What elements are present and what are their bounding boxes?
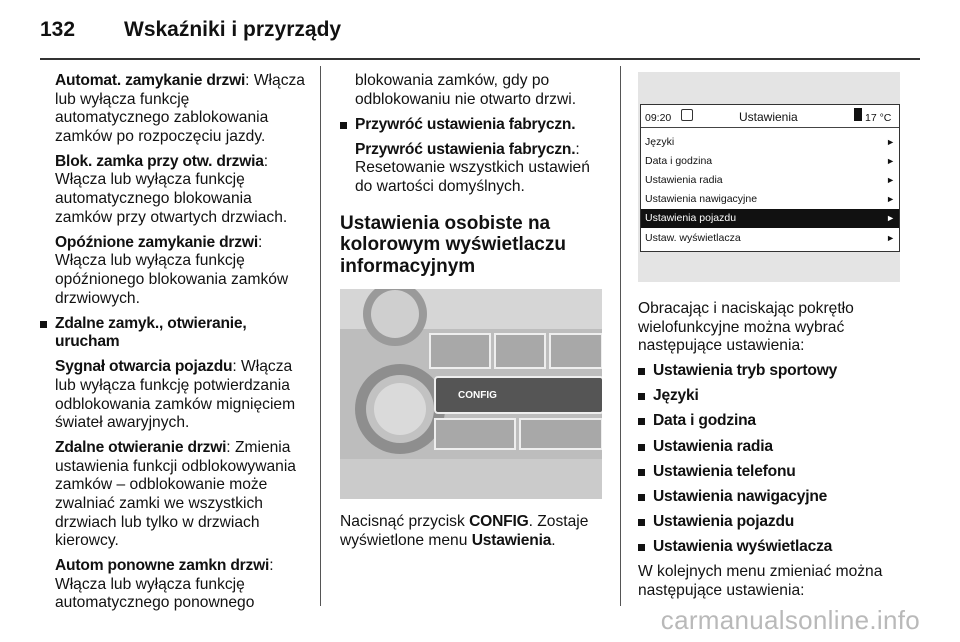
settings-screen-image [638, 72, 900, 282]
text: : Resetowanie wszystkich ustawień do wartości domyślnych. [355, 140, 590, 195]
text: : Zmienia ustawienia funkcji odblokowywania zamków – odblokowanie może zwalniać zamki we wszystkich drzwiach lub tylko w drzwiach kierowcy. [55, 439, 296, 550]
bullet-term: Przywróć ustawienia fabryczn. [355, 115, 576, 133]
term: Automat. zamykanie drzwi [55, 72, 246, 89]
column-1 [40, 72, 308, 620]
column-divider-1 [320, 66, 321, 606]
bullet-item [638, 538, 920, 557]
paragraph [340, 141, 605, 197]
paragraph [40, 439, 308, 551]
term: Autom ponowne zamkn drzwi [55, 557, 270, 575]
arrow-right-icon: ► [886, 194, 895, 204]
term: Opóźnione zamykanie drzwi [55, 233, 258, 251]
menu-item-label: Języki [645, 136, 675, 148]
bullet-item [638, 463, 920, 482]
bullet-item [638, 513, 920, 532]
menu-item [641, 171, 899, 190]
page-header [40, 18, 920, 48]
bullet-item [638, 387, 920, 406]
bullet-square-icon [638, 444, 645, 451]
paragraph [40, 234, 308, 308]
bullet-item [638, 412, 920, 431]
paragraph [40, 72, 308, 146]
bullet-term: Języki [653, 387, 699, 405]
clock-icon [681, 109, 693, 121]
bullet-item [638, 488, 920, 507]
phone-icon [854, 108, 862, 121]
bullet-term: Ustawienia nawigacyjne [653, 487, 828, 505]
display-title: Ustawienia [739, 110, 798, 124]
term: Przywróć ustawienia fabryczn. [355, 140, 576, 158]
term: CONFIG [469, 513, 529, 531]
bullet-term: Data i godzina [653, 412, 756, 430]
menu-item-label: Data i godzina [645, 155, 713, 167]
term: Sygnał otwarcia pojazdu [55, 358, 233, 376]
page-title: Wskaźniki i przyrządy [124, 18, 342, 41]
paragraph: blokowania zamków, gdy po odblokowaniu nie otwarto drzwi. [355, 72, 577, 108]
arrow-right-icon: ► [886, 156, 895, 166]
menu-item [641, 133, 899, 152]
bullet-square-icon [638, 519, 645, 526]
page-number: 132 [40, 18, 76, 41]
text: : Włącza lub wyłącza funkcję automatycznego zablokowania zamków po rozpoczęciu jazdy. [55, 72, 305, 145]
term: Ustawienia [471, 531, 552, 549]
bullet-item [340, 116, 605, 135]
section-title: Ustawienia osobiste na kolorowym wyświetlaczu informacyjnym [340, 212, 566, 277]
display-temperature: 17 °C [865, 112, 892, 124]
bullet-square-icon [40, 321, 47, 328]
arrow-right-icon: ► [886, 213, 895, 223]
text: : Włącza lub wyłącza funkcję opóźnionego blokowania zamków drzwiowych. [55, 233, 289, 307]
bullet-square-icon [638, 469, 645, 476]
paragraph [40, 153, 308, 227]
column-3 [638, 72, 920, 607]
arrow-right-icon: ► [886, 233, 895, 243]
menu-item [641, 152, 899, 171]
term: Zdalne otwieranie drzwi [55, 439, 227, 457]
column-divider-2 [620, 66, 621, 606]
arrow-right-icon: ► [886, 137, 895, 147]
bullet-square-icon [638, 494, 645, 501]
bullet-square-icon [638, 544, 645, 551]
header-divider [40, 58, 920, 60]
paragraph: Obracając i naciskając pokrętło wielofunkcyjne można wybrać następujące ustawienia: [638, 300, 854, 355]
column-2 [340, 72, 605, 557]
config-button-photo [340, 289, 602, 499]
menu-item [641, 190, 899, 209]
bullet-term: Zdalne zamyk., otwieranie, urucham [55, 314, 247, 351]
menu-item-label: Ustawienia radia [645, 174, 723, 186]
bullet-square-icon [638, 368, 645, 375]
bullet-item [638, 362, 920, 381]
paragraph [340, 513, 605, 550]
paragraph [40, 557, 308, 613]
bullet-term: Ustawienia pojazdu [653, 512, 795, 530]
arrow-right-icon: ► [886, 175, 895, 185]
term: Blok. zamka przy otw. drzwia [55, 152, 264, 170]
text: Nacisnąć przycisk [340, 513, 470, 531]
watermark: carmanualsonline.info [660, 605, 920, 635]
bullet-square-icon [638, 418, 645, 425]
text: : Włącza lub wyłącza funkcję potwierdzania odblokowania zamków mignięciem świateł awaryjnych. [55, 358, 296, 432]
menu-item-selected [641, 209, 899, 228]
menu-item [641, 229, 899, 248]
bullet-term: Ustawienia radia [653, 437, 773, 455]
config-button-label: CONFIG [458, 390, 497, 402]
display-status-bar [641, 105, 899, 128]
paragraph: W kolejnych menu zmieniać można następujące ustawienia: [638, 563, 883, 599]
menu-item-label: Ustawienia nawigacyjne [645, 193, 758, 205]
bullet-item [40, 315, 308, 352]
paragraph [40, 358, 308, 432]
display-time: 09:20 [645, 112, 672, 124]
text: . Zostaje wyświetlone menu [340, 513, 589, 549]
bullet-term: Ustawienia telefonu [653, 462, 796, 480]
text: : Włącza lub wyłącza funkcję automatycznego blokowania zamków przy otwartych drzwiach. [55, 152, 288, 226]
text: : Włącza lub wyłącza funkcję automatycznego ponownego [55, 557, 274, 612]
menu-item-label: Ustaw. wyświetlacza [645, 232, 741, 244]
bullet-item [638, 438, 920, 457]
text: . [551, 531, 556, 549]
bullet-square-icon [340, 122, 347, 129]
bullet-term: Ustawienia wyświetlacza [653, 537, 833, 555]
bullet-square-icon [638, 393, 645, 400]
bullet-term: Ustawienia tryb sportowy [653, 362, 838, 380]
display-frame [640, 104, 900, 252]
menu-item-label: Ustawienia pojazdu [645, 212, 737, 224]
